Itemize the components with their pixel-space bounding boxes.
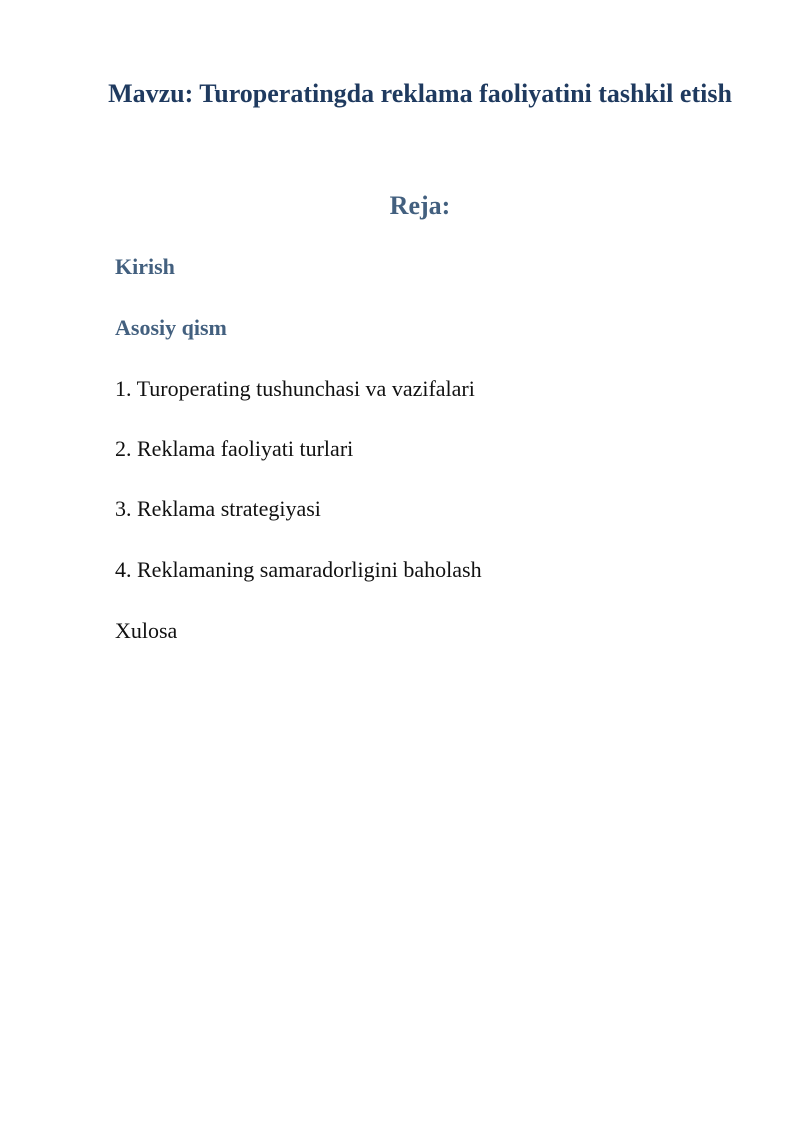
plan-item-1: 1. Turoperating tushunchasi va vazifalari <box>115 376 475 401</box>
section-heading-main-part: Asosiy qism <box>115 315 227 340</box>
section-heading-intro: Kirish <box>115 254 175 279</box>
plan-item-3: 3. Reklama strategiyasi <box>115 496 321 521</box>
document-title: Mavzu: Turoperatingda reklama faoliyatini tashkil etish <box>108 79 732 108</box>
section-conclusion: Xulosa <box>115 618 178 643</box>
plan-item-2: 2. Reklama faoliyati turlari <box>115 436 354 461</box>
plan-heading: Reja: <box>389 191 451 220</box>
plan-item-4: 4. Reklamaning samaradorligini baholash <box>115 557 482 582</box>
